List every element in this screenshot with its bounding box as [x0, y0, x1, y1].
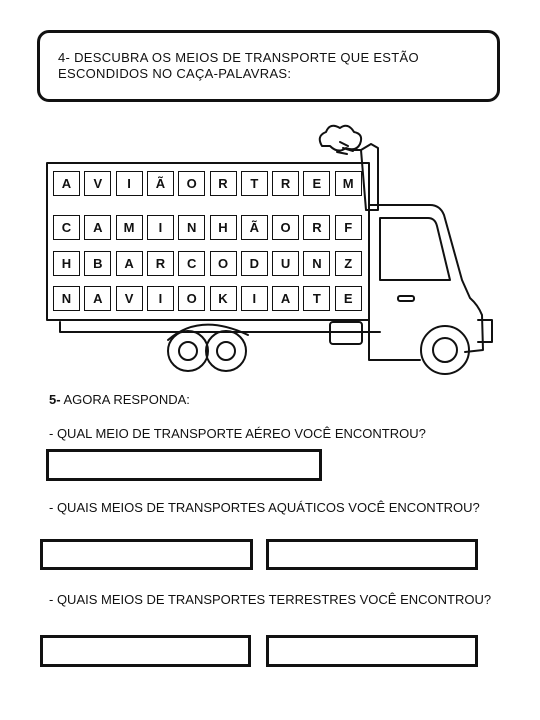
question-air-text: - QUAL MEIO DE TRANSPORTE AÉREO VOCÊ ENCONTROU?: [49, 426, 426, 441]
grid-cell: V: [84, 171, 111, 196]
grid-cell: Z: [335, 251, 362, 276]
grid-cell: N: [178, 215, 205, 240]
grid-cell: E: [303, 171, 330, 196]
question-5-title: [49, 392, 190, 407]
rear-wheel-1: [168, 331, 208, 371]
grid-cell: A: [53, 171, 80, 196]
answer-box-water-1[interactable]: [40, 539, 253, 570]
answer-box-water-2[interactable]: [266, 539, 478, 570]
front-wheel: [421, 326, 469, 374]
grid-cell: F: [335, 215, 362, 240]
question-5-number: 5-: [49, 392, 61, 407]
grid-cell: I: [147, 215, 174, 240]
question-5-heading: AGORA RESPONDA:: [63, 392, 190, 407]
grid-cell: O: [178, 286, 205, 311]
grid-cell: M: [116, 215, 143, 240]
grid-cell: A: [272, 286, 299, 311]
grid-cell: H: [210, 215, 237, 240]
answer-box-land-2[interactable]: [266, 635, 478, 667]
front-bumper: [478, 320, 492, 342]
chassis: [60, 322, 380, 332]
grid-cell: Ã: [241, 215, 268, 240]
answer-box-air[interactable]: [46, 449, 322, 481]
grid-cell: T: [241, 171, 268, 196]
grid-cell: M: [335, 171, 362, 196]
grid-cell: H: [53, 251, 80, 276]
grid-cell: A: [116, 251, 143, 276]
grid-cell: C: [53, 215, 80, 240]
grid-cell: C: [178, 251, 205, 276]
grid-cell: R: [210, 171, 237, 196]
grid-cell: A: [84, 215, 111, 240]
grid-cell: D: [241, 251, 268, 276]
grid-cell: K: [210, 286, 237, 311]
grid-cell: I: [116, 171, 143, 196]
grid-cell: I: [147, 286, 174, 311]
cab-window: [380, 218, 450, 280]
grid-cell: R: [303, 215, 330, 240]
grid-cell: E: [335, 286, 362, 311]
grid-cell: N: [53, 286, 80, 311]
grid-cell: U: [272, 251, 299, 276]
grid-cell: O: [178, 171, 205, 196]
grid-cell: I: [241, 286, 268, 311]
grid-cell: Ã: [147, 171, 174, 196]
grid-cell: A: [84, 286, 111, 311]
grid-cell: N: [303, 251, 330, 276]
grid-cell: B: [84, 251, 111, 276]
grid-cell: O: [272, 215, 299, 240]
question-4-text: 4- DESCUBRA OS MEIOS DE TRANSPORTE QUE ESTÃO ESCONDIDOS NO CAÇA-PALAVRAS:: [58, 50, 419, 81]
answer-box-land-1[interactable]: [40, 635, 251, 667]
grid-cell: T: [303, 286, 330, 311]
grid-cell: V: [116, 286, 143, 311]
question-land-text: - QUAIS MEIOS DE TRANSPORTES TERRESTRES VOCÊ ENCONTROU?: [49, 592, 492, 607]
grid-cell: O: [210, 251, 237, 276]
smoke-puff: [320, 126, 361, 151]
door-handle: [398, 296, 414, 301]
rear-wheel-2: [206, 331, 246, 371]
grid-cell: R: [147, 251, 174, 276]
question-water-text: - QUAIS MEIOS DE TRANSPORTES AQUÁTICOS VOCÊ ENCONTROU?: [49, 500, 480, 515]
truck-cab: [369, 205, 483, 352]
grid-cell: R: [272, 171, 299, 196]
